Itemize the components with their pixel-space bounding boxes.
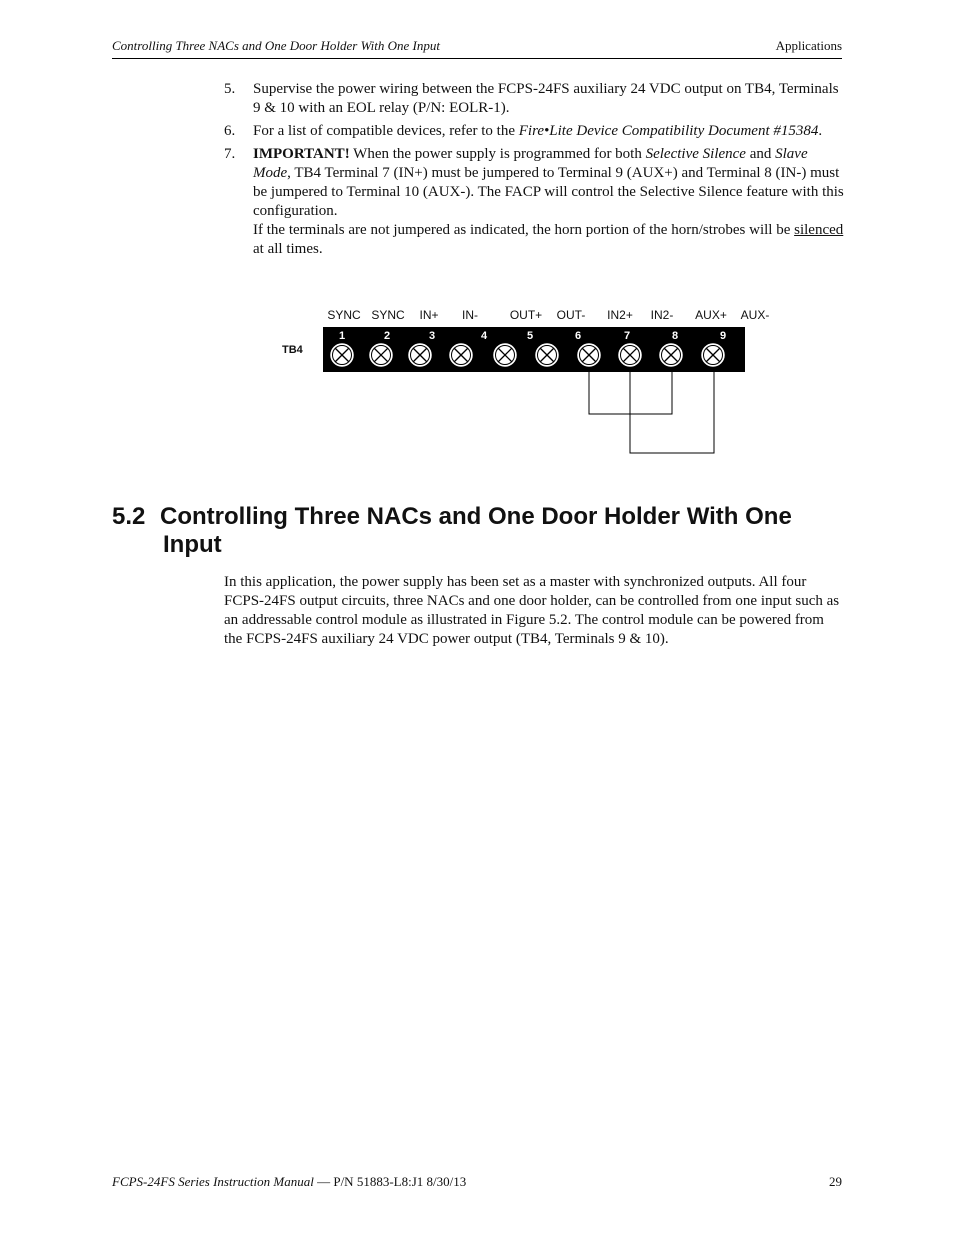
terminal-label: IN- xyxy=(462,308,478,322)
list-text: Supervise the power wiring between the FCPS-24FS auxiliary 24 VDC output on TB4, Terminals 9 & 10 with an EOL relay (P/N: EOLR-1). xyxy=(253,81,839,116)
terminal-screw-icon xyxy=(578,344,600,366)
list-text: For a list of compatible devices, refer to the xyxy=(253,123,519,139)
header-rule xyxy=(112,58,842,59)
terminal-label: AUX+ xyxy=(695,308,727,322)
terminal-screw-icon xyxy=(660,344,682,366)
section-heading xyxy=(112,503,852,559)
terminal-number: 8 xyxy=(671,330,679,342)
list-text: When the power supply is programmed for both xyxy=(349,146,646,162)
terminal-number: 4 xyxy=(480,330,488,342)
list-number: 6. xyxy=(224,123,236,139)
footer-manual xyxy=(112,1174,466,1190)
terminal-label: OUT+ xyxy=(509,308,543,322)
list-text: at all times. xyxy=(253,241,323,257)
terminal-number: 1 xyxy=(338,330,346,342)
terminal-number: 9 xyxy=(719,330,727,342)
terminal-label: IN2+ xyxy=(607,308,633,322)
list-number: 5. xyxy=(224,81,236,97)
terminal-screw-icon xyxy=(409,344,431,366)
list-text: If the terminals are not jumpered as indicated, the horn portion of the horn/strobes will be xyxy=(253,222,795,238)
terminal-label: OUT- xyxy=(556,308,586,322)
terminal-label: SYNC xyxy=(371,308,405,322)
terminal-screw-icon xyxy=(370,344,392,366)
list-text: and xyxy=(745,146,776,162)
page-number: 29 xyxy=(829,1174,842,1189)
terminal-label: AUX- xyxy=(740,308,770,322)
body-paragraph: In this application, the power supply has been set as a master with synchronized outputs. All four FCPS-24FS output circuits, three NACs and one door holder, can be controlled from one input such as an addressable control module as illustrated in Figure 5.2. The control module can be powered from the FCPS-24FS auxiliary 24 VDC power output (TB4, Terminals 9 & 10). xyxy=(224,574,840,647)
terminal-screw-icon xyxy=(494,344,516,366)
document-reference: Fire•Lite Device Compatibility Document #15384 xyxy=(518,123,819,139)
terminal-screw-icon xyxy=(450,344,472,366)
list-item-5 xyxy=(224,80,844,118)
manual-title: FCPS-24FS Series Instruction Manual xyxy=(112,1174,314,1189)
terminal-label: IN+ xyxy=(419,308,439,322)
terminal-screw-icon xyxy=(619,344,641,366)
terminal-label: IN2- xyxy=(650,308,674,322)
section-title-continued: Input xyxy=(163,531,222,558)
list-item-7 xyxy=(224,145,844,259)
terminal-screw-icon xyxy=(536,344,558,366)
list-number: 7. xyxy=(224,146,236,162)
header-section: Applications xyxy=(775,38,842,53)
tb4-terminal-diagram xyxy=(270,300,790,470)
header-title: Controlling Three NACs and One Door Holder With One Input xyxy=(112,38,441,53)
list-text: , TB4 Terminal 7 (IN+) must be jumpered to Terminal 9 (AUX+) and Terminal 8 (IN-) must be jumpered to Terminal 10 (AUX-). The FACP will control the Selective Silence feature with this configuration. xyxy=(253,165,844,219)
terminal-number: 5 xyxy=(526,330,534,342)
instruction-list xyxy=(224,80,844,263)
terminal-number: 2 xyxy=(383,330,391,342)
underlined-text: silenced xyxy=(794,222,844,238)
list-item-6 xyxy=(224,122,844,141)
terminal-screw-icon xyxy=(702,344,724,366)
terminal-screw-icon xyxy=(331,344,353,366)
important-label: IMPORTANT! xyxy=(253,146,350,162)
section-body xyxy=(224,573,844,649)
terminal-number: 6 xyxy=(574,330,582,342)
manual-part-number: — P/N 51883-L8:J1 8/30/13 xyxy=(313,1174,467,1189)
emphasis-text: Slave Mode xyxy=(253,146,808,181)
terminal-label: SYNC xyxy=(327,308,361,322)
list-text: . xyxy=(818,123,823,139)
terminal-number: 3 xyxy=(428,330,436,342)
tb4-label: TB4 xyxy=(282,344,303,356)
emphasis-text: Selective Silence xyxy=(645,146,746,162)
terminal-number: 7 xyxy=(623,330,631,342)
section-title: Controlling Three NACs and One Door Holder With One xyxy=(160,503,792,530)
section-number: 5.2 xyxy=(112,503,146,530)
